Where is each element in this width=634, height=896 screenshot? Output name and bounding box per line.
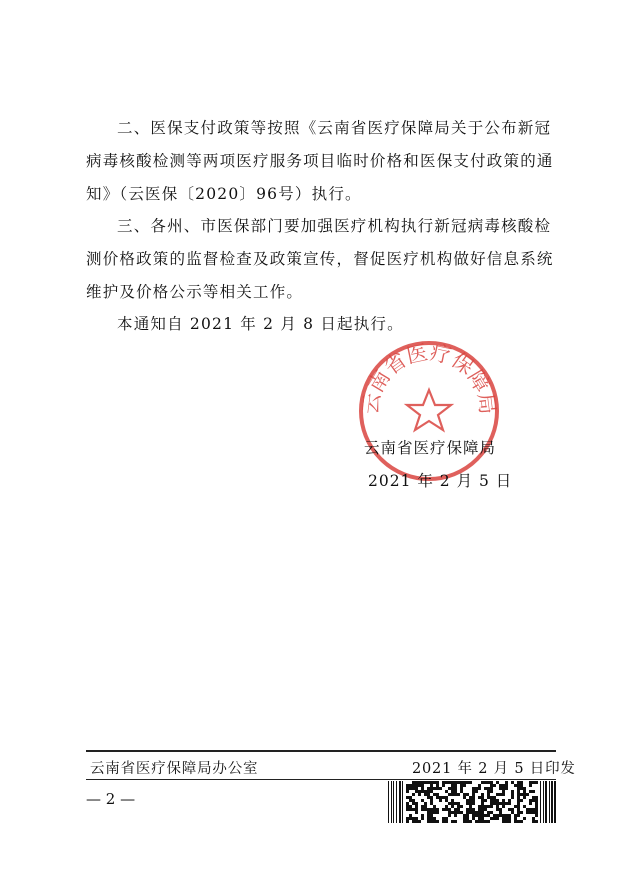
barcode-icon xyxy=(388,781,556,823)
official-seal-icon xyxy=(356,338,502,484)
effective-date-notice: 本通知自 2021 年 2 月 8 日起执行。 xyxy=(117,315,404,333)
page-number: — 2 — xyxy=(86,790,136,808)
policy-paragraph-2: 二、医保支付政策等按照《云南省医疗保障局关于公布新冠病毒核酸检测等两项医疗服务项目临时价格和医保支付政策的通知》（云医保〔2020〕96号）执行。 xyxy=(86,119,554,203)
footer-top-rule xyxy=(86,750,556,752)
issuing-office: 云南省医疗保障局办公室 xyxy=(90,761,259,777)
footer-bottom-rule xyxy=(86,779,556,780)
policy-paragraph-3: 三、各州、市医保部门要加强医疗机构执行新冠病毒核酸检测价格政策的监督检查及政策宣传，督促医疗机构做好信息系统维护及价格公示等相关工作。 xyxy=(86,217,554,301)
signing-date: 2021 年 2 月 5 日 xyxy=(368,472,513,490)
signing-organization: 云南省医疗保障局 xyxy=(364,439,497,457)
print-date: 2021 年 2 月 5 日印发 xyxy=(412,761,576,777)
seal-text: 云南省医疗保障局 xyxy=(358,340,500,416)
svg-text:云南省医疗保障局 xyxy=(358,340,500,415)
